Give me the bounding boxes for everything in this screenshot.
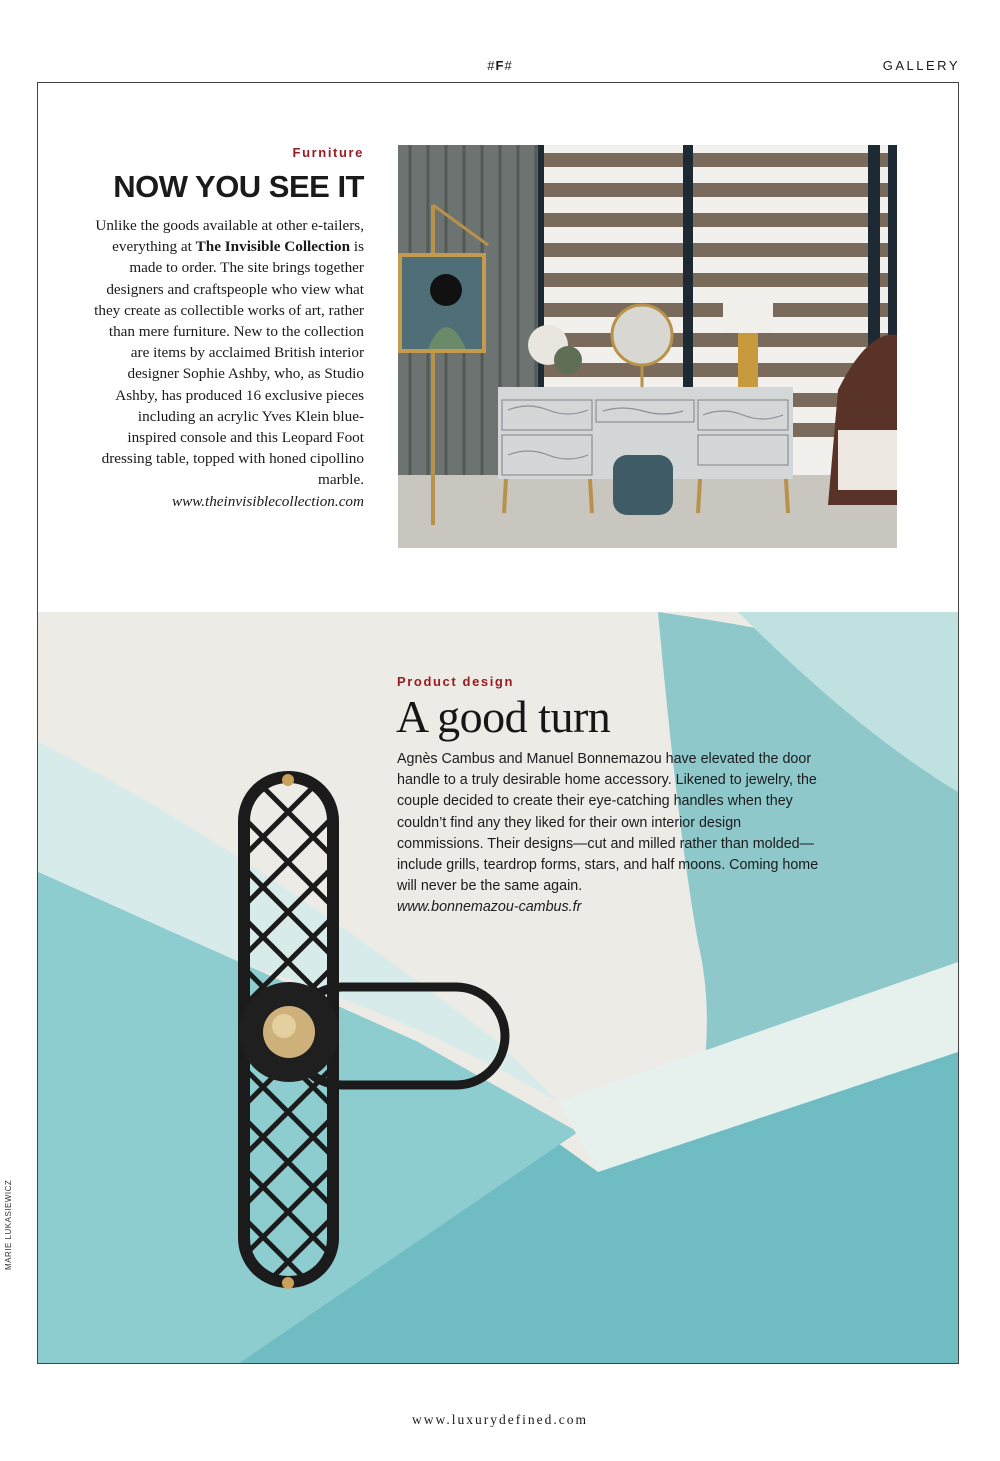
section-label: GALLERY [882,58,960,73]
photo-credit: MARIE LUKASIEWICZ [4,1179,13,1270]
dressing-table-photo [398,145,897,548]
footer-url[interactable]: www.luxurydefined.com [411,1412,589,1427]
article2-title: A good turn [396,691,611,742]
article1-url[interactable]: www.theinvisiblecollection.com [171,492,364,510]
article2-url[interactable]: www.bonnemazou-cambus.fr [397,899,582,916]
article1-kicker: Furniture [292,145,364,160]
article2-kicker: Product design [397,674,515,689]
door-handle-feature [38,612,958,1364]
page-frame [37,82,959,1364]
article1-body: Unlike the goods available at other e-tailers, everything at The Invisible Collection is made to order. The site brings together designers and craftspeople who view what they create as collectible works of art, rather than mere furniture. New to the collection are items by acclaimed British interior designer Sophie Ashby, who, as Studio Ashby, has produced 16 exclusive pieces including an acrylic Yves Klein blue-inspired console and this Leopard Foot dressing table, topped with honed cipollino marble. www.theinvisiblecollection.com [94,215,364,512]
article2-body: Agnès Cambus and Manuel Bonnemazou have elevated the door handle to a truly desirable home accessory. Likened to jewelry, the couple decided to create their eye-catching handles when they couldn’t find any they liked for their own interior design commissions. Their designs—cut and milled rather than molded—include grills, teardrop forms, stars, and half moons. Coming home will never be the same again. www.bonnemazou-cambus.fr [397,749,827,919]
article1-title: NOW YOU SEE IT [113,169,364,204]
page-folio-mark: #F# [487,58,513,73]
